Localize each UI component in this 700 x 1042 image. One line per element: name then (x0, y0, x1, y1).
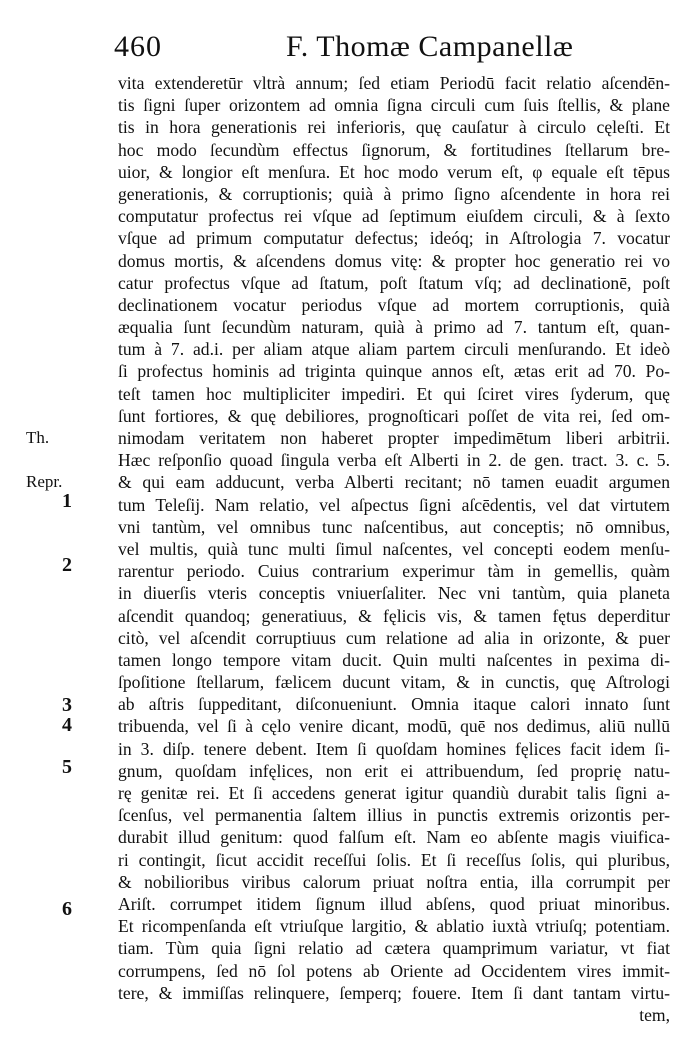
margin-label-th: Th. (26, 428, 50, 447)
text-line: Et ricompenſanda eſt vtriuſque largitio, & ablatio iuxtà vtriuſq; potentiam. (118, 916, 670, 937)
text-line: in diuerſis vteris conceptis vniuerſaliter. Nec vni tantùm, quia planeta (118, 583, 670, 604)
text-line: computatur profectus rei vſque ad ſeptimum eiuſdem circuli, & à ſexto (118, 206, 670, 227)
text-line: vel multis, quià tunc multi ſimul naſcentes, vel concepti eodem menſu- (118, 538, 670, 559)
text-line: vni tantùm, vel omnibus tunc naſcentibus, aut conceptis; nō omnibus, (118, 516, 670, 537)
catchword: tem, (639, 1004, 670, 1025)
text-line: teſt tamen hoc multipliciter impediri. Et qui ſciret vires ſyderum, quę (118, 383, 670, 404)
text-line: aſcendit quandoq; generatiuus, & fęlicis vis, & tamen fętus deperditur (118, 605, 670, 626)
text-line: hoc modo ſecundùm effectus ſignorum, & fortitudines ſtellarum bre- (118, 139, 670, 160)
text-line: vſque ad primum computatur defectus; ideóq; in Aſtrologia 7. vocatur (118, 228, 670, 249)
page-number: 460 (114, 30, 162, 63)
text-line: tiam. Tùm quia ſigni relatio ad cætera quamprimum variatur, vt fiat (118, 938, 670, 959)
text-line: tere, & immiſſas relinquere, ſemperq; fouere. Item ſi dant tantam virtu- (118, 982, 670, 1003)
text-line: ſpoſitione ſtellarum, fælicem ducunt vitam, & in cunctis, quę Aſtrologi (118, 672, 670, 693)
text-line: tamen longo tempore vitam ducit. Quin multi naſcentes in pexima di- (118, 649, 670, 670)
text-line: ſunt fortiores, & quę debiliores, prognoſticari poſſet de vita rei, ſed om- (118, 405, 670, 426)
text-line: tum Teleſij. Nam relatio, vel aſpectus ſigni aſcēdentis, vel dat virtutem (118, 494, 670, 515)
margin-number-2: 2 (62, 554, 72, 576)
text-line: tum à 7. ad.i. per aliam atque aliam partem circuli menſurando. Et ideò (118, 339, 670, 360)
text-line: gnum, quoſdam infęlices, non erit ei attribuendum, ſed proprię natu- (118, 760, 670, 781)
text-line: uior, & longior eſt menſura. Et hoc modo verum eſt, φ equale eſt tēpus (118, 161, 670, 182)
text-line: ſcenſus, vel permanentia ſaltem illius in punctis extremis orizontis per- (118, 805, 670, 826)
text-line: & qui eam adducunt, verba Alberti recitant; nō tamen euadit argumen (118, 472, 670, 493)
text-line: ri contingit, ſicut accidit receſſui ſolis. Et ſi receſſus ſolis, qui pluribus, (118, 849, 670, 870)
text-line: citò, vel aſcendit corruptiuus cum relatione ad alia in orizonte, & puer (118, 627, 670, 648)
page-header (114, 24, 674, 64)
text-line: rarentur periodo. Cuius contrarium experimur tàm in gemellis, quàm (118, 561, 670, 582)
running-title: F. Thomæ Campanellæ (286, 30, 574, 63)
text-line: tis ſigni ſuper orizontem ad omnia ſigna circuli cum ſuis ſtellis, & plane (118, 95, 670, 116)
text-line: declinationem vocatur periodus vſque ad mortem corruptionis, quià (118, 294, 670, 315)
text-line: durabit illud genitum: quod falſum eſt. Nam eo abſente magis viuifica- (118, 827, 670, 848)
margin-number-1: 1 (62, 490, 72, 512)
text-line: tis in hora generationis rei inferioris, quę cauſatur à circulo cęleſti. Et (118, 117, 670, 138)
text-line: corrumpens, ſed nō ſol potens ab Oriente ad Occidentem vires immit- (118, 960, 670, 981)
text-line: ſi profectus hominis ad triginta quinque annos eſt, ætas erit ad 70. Po- (118, 361, 670, 382)
text-line: in 3. diſp. tenere debent. Item ſi quoſdam homines fęlices facit idem ſi- (118, 738, 670, 759)
text-line: Hæc reſponſio quoad ſingula verba eſt Alberti in 2. de gen. tract. 3. c. 5. (118, 450, 670, 471)
text-line: Ariſt. corrumpet itidem ſignum illud abſens, quod priuat minoribus. (118, 893, 670, 914)
margin-label-repr: Repr. (26, 472, 63, 491)
text-line: ab aſtris ſuppeditant, diſconueniunt. Omnia itaque calori innato ſunt (118, 694, 670, 715)
text-line: rę genitæ rei. Et ſi accedens generat igitur quandiù durabit talis ſigni a- (118, 783, 670, 803)
text-line: domus mortis, & aſcendens domus vitę: & propter hoc generatio rei vo (118, 250, 670, 271)
margin-number-5: 5 (62, 756, 72, 778)
text-line: tribuenda, vel ſi à cęlo venire dicant, modū, quē nos dedimus, aliū nullū (118, 716, 670, 737)
margin-number-6: 6 (62, 898, 72, 920)
text-line: vita extenderetūr vltrà annum; ſed etiam Periodū facit relatio aſcendēn- (118, 73, 670, 93)
text-line: æqualia ſunt ſecundùm naturam, quià à primo ad 7. tantum eſt, quan- (118, 317, 670, 338)
margin-number-3: 3 (62, 694, 72, 716)
body-text (118, 72, 670, 1026)
margin-number-4: 4 (62, 714, 72, 736)
text-line: generationis, & corruptionis; quià à primo ſigno aſcendente in hora rei (118, 183, 670, 204)
text-line: catur profectus vſque ad ſtatum, poſt ſtatum vſq; ad declinationē, poſt (118, 272, 670, 293)
text-line: & nobilioribus viribus calorum priuat noſtra entia, illa corrumpit per (118, 871, 670, 892)
text-line: nimodam veritatem non haberet propter impedimētum liberi arbitrii. (118, 428, 670, 448)
